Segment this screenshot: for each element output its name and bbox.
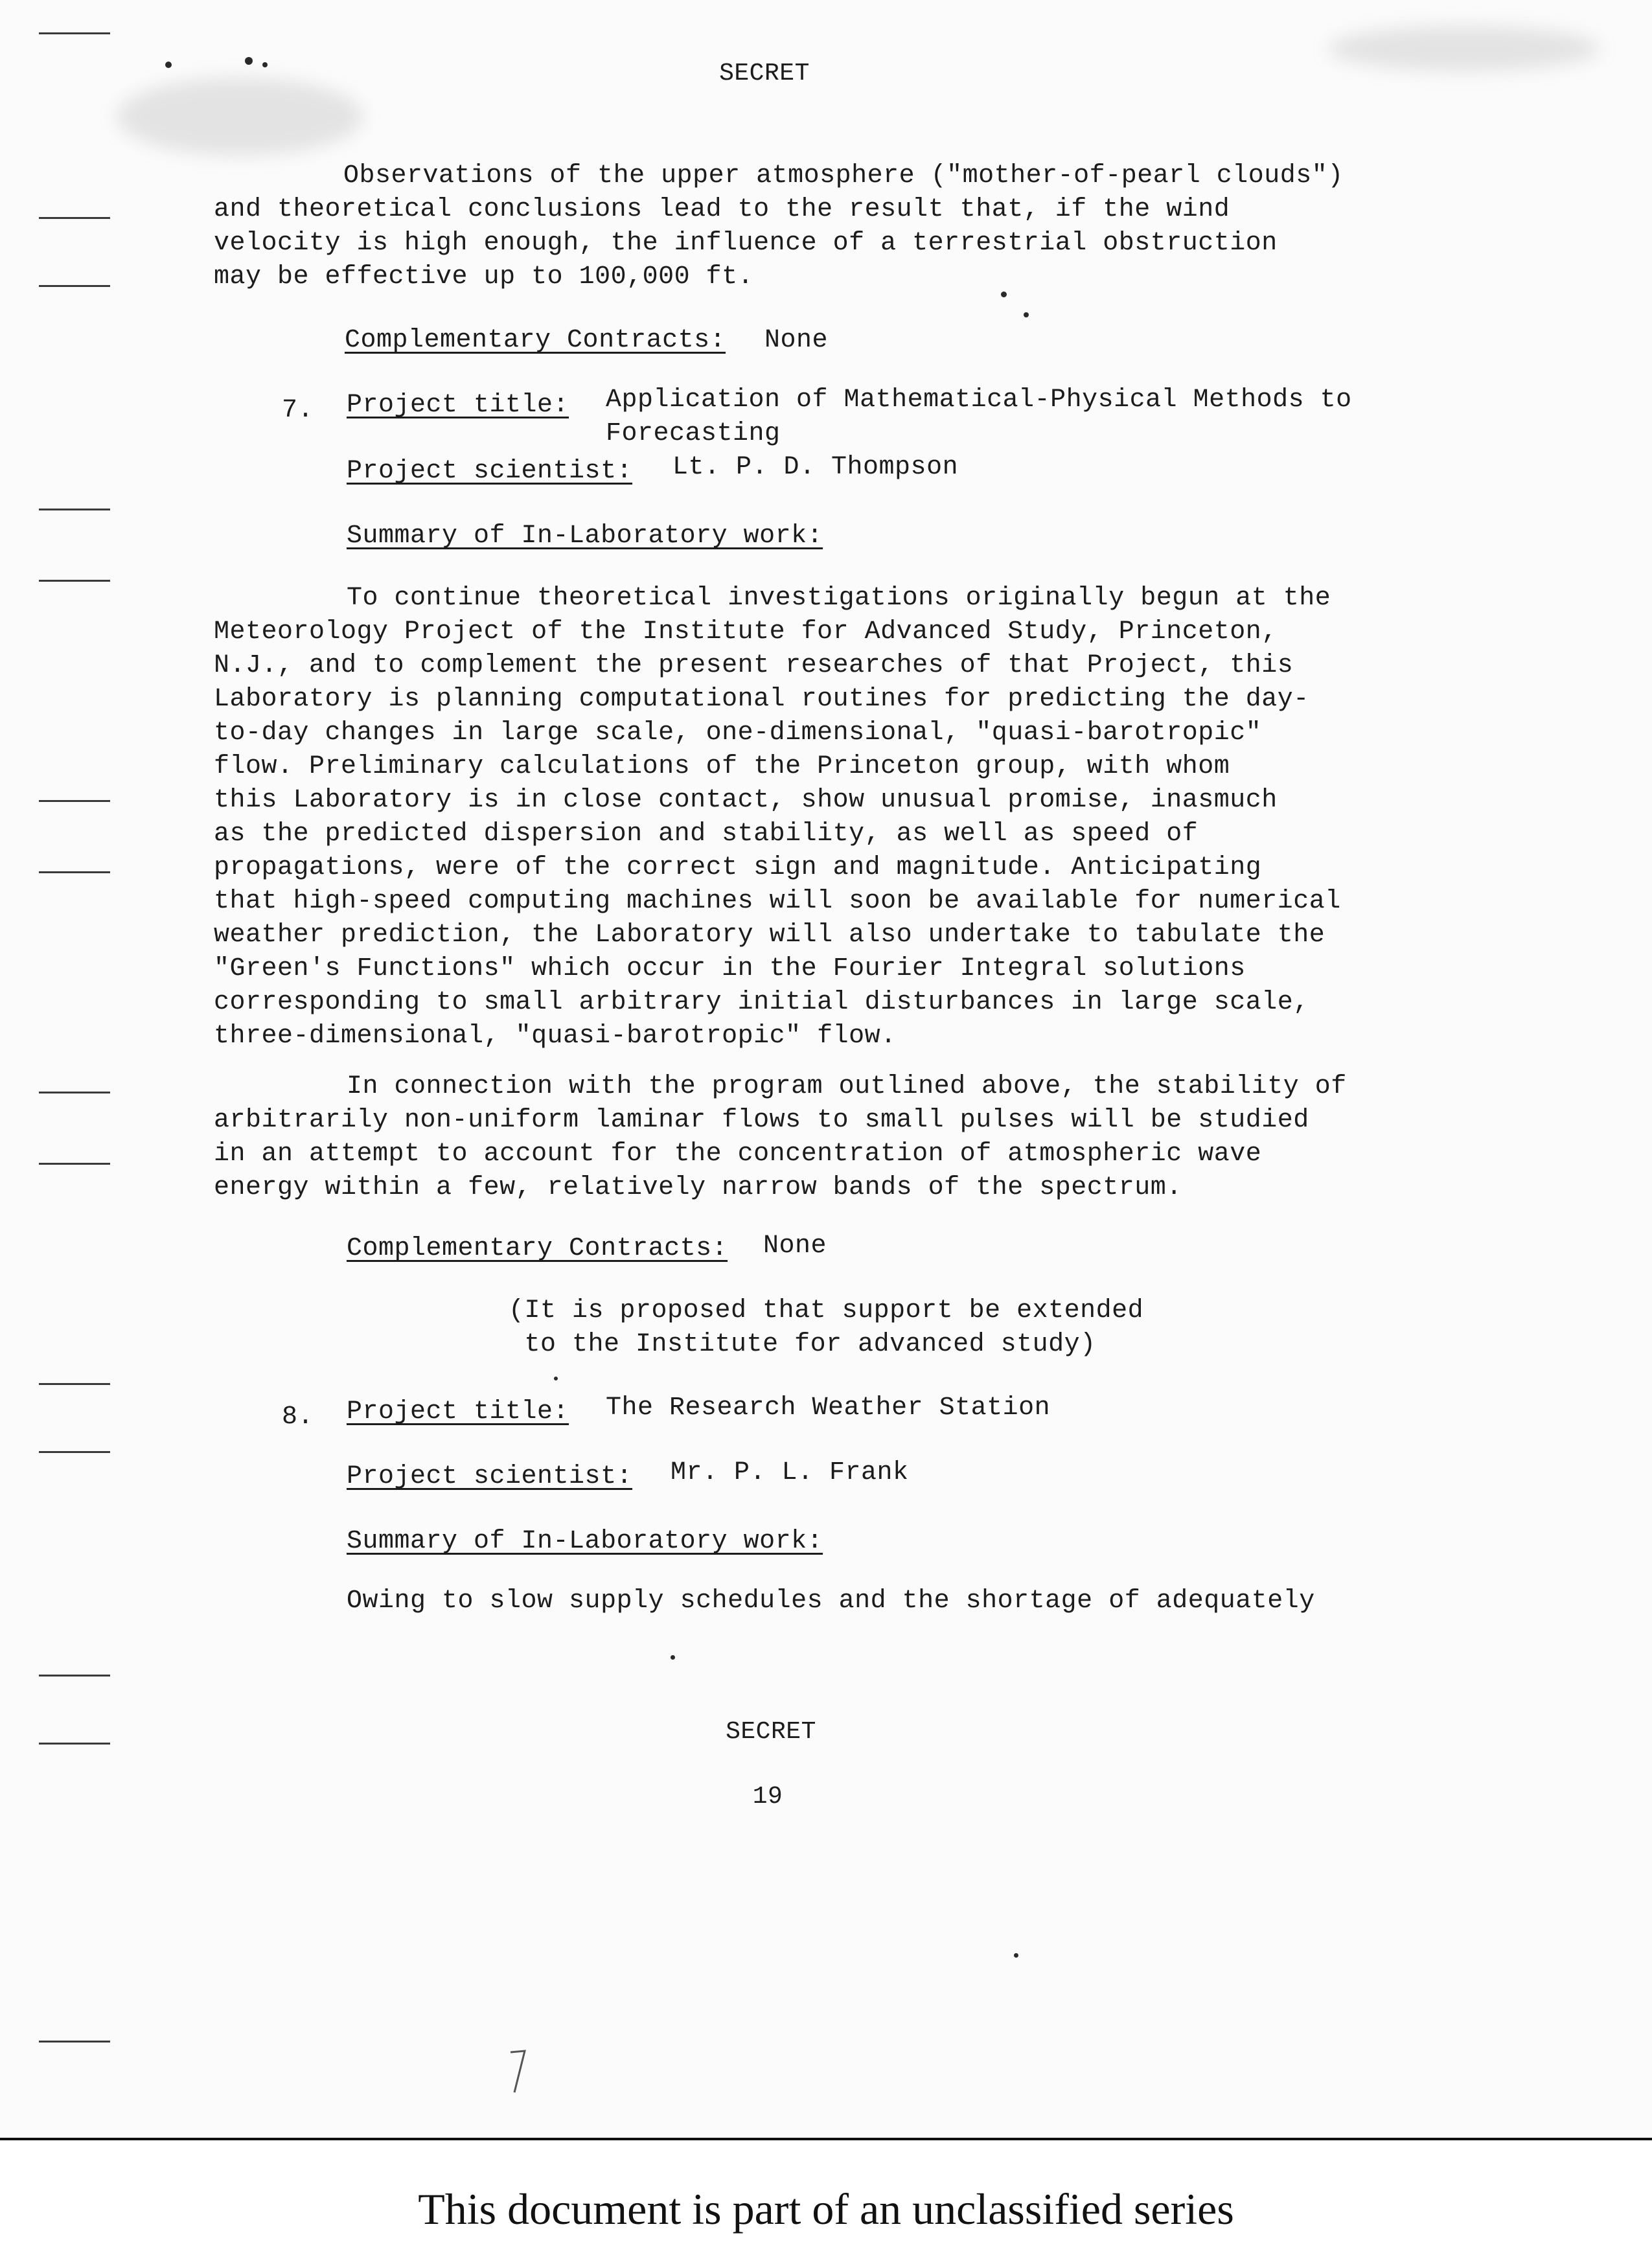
scan-speck bbox=[1024, 312, 1029, 317]
footer-classification: SECRET bbox=[726, 1718, 816, 1746]
margin-mark bbox=[39, 800, 110, 802]
paragraph-line: arbitrarily non-uniform laminar flows to small pulses will be studied bbox=[214, 1106, 1309, 1135]
paragraph-line: flow. Preliminary calculations of the Princeton group, with whom bbox=[214, 752, 1230, 781]
paragraph-line: that high-speed computing machines will soon be available for numerical bbox=[214, 887, 1341, 916]
project-title-label: Project title: bbox=[347, 391, 569, 420]
intro-line: Observations of the upper atmosphere ("mother-of-pearl clouds") bbox=[343, 161, 1344, 190]
paragraph-line: Owing to slow supply schedules and the shortage of adequately bbox=[347, 1586, 1315, 1616]
margin-mark bbox=[39, 580, 110, 582]
margin-mark bbox=[39, 1743, 110, 1745]
margin-mark bbox=[39, 871, 110, 873]
contracts-value: None bbox=[763, 1231, 827, 1261]
paragraph-line: Meteorology Project of the Institute for Advanced Study, Princeton, bbox=[214, 617, 1278, 647]
paragraph-line: energy within a few, relatively narrow bands of the spectrum. bbox=[214, 1173, 1182, 1202]
summary-label: Summary of In-Laboratory work: bbox=[347, 1527, 823, 1556]
intro-line: velocity is high enough, the influence of a terrestrial obstruction bbox=[214, 229, 1278, 258]
paragraph-line: N.J., and to complement the present researches of that Project, this bbox=[214, 651, 1294, 680]
pencil-mark-icon bbox=[505, 2047, 531, 2099]
project-title-value: The Research Weather Station bbox=[606, 1393, 1051, 1423]
project-scientist-value: Mr. P. L. Frank bbox=[671, 1458, 909, 1487]
margin-mark bbox=[39, 1451, 110, 1453]
margin-mark bbox=[39, 1675, 110, 1677]
funding-note: to the Institute for advanced study) bbox=[509, 1330, 1096, 1359]
page-divider bbox=[0, 2138, 1652, 2140]
margin-mark bbox=[39, 1383, 110, 1385]
margin-mark bbox=[39, 1163, 110, 1165]
project-title-value: Forecasting bbox=[606, 419, 781, 448]
contracts-value: None bbox=[764, 326, 829, 355]
scan-speck bbox=[262, 62, 268, 67]
paragraph-line: To continue theoretical investigations originally begun at the bbox=[347, 584, 1331, 613]
scan-speck bbox=[554, 1377, 558, 1380]
project-title-label: Project title: bbox=[347, 1397, 569, 1426]
project-scientist-label: Project scientist: bbox=[347, 1462, 633, 1491]
page-number: 19 bbox=[752, 1783, 783, 1811]
header-classification: SECRET bbox=[719, 60, 810, 87]
project-scientist-label: Project scientist: bbox=[347, 457, 633, 486]
funding-note: (It is proposed that support be extended bbox=[509, 1296, 1144, 1325]
scan-speck bbox=[245, 57, 253, 65]
margin-mark bbox=[39, 32, 110, 34]
margin-mark bbox=[39, 285, 110, 287]
scan-speck bbox=[1014, 1953, 1018, 1958]
paragraph-line: as the predicted dispersion and stability, as well as speed of bbox=[214, 819, 1199, 849]
paragraph-line: corresponding to small arbitrary initial disturbances in large scale, bbox=[214, 988, 1309, 1017]
scan-speck bbox=[671, 1655, 675, 1660]
paragraph-line: In connection with the program outlined above, the stability of bbox=[347, 1072, 1347, 1101]
scan-smudge bbox=[117, 78, 363, 155]
project-scientist-value: Lt. P. D. Thompson bbox=[672, 453, 959, 482]
scan-smudge bbox=[1328, 26, 1600, 71]
intro-line: may be effective up to 100,000 ft. bbox=[214, 262, 754, 292]
paragraph-line: to-day changes in large scale, one-dimensional, "quasi-barotropic" bbox=[214, 718, 1262, 748]
scan-speck bbox=[165, 62, 172, 68]
margin-mark bbox=[39, 509, 110, 510]
paragraph-line: in an attempt to account for the concentration of atmospheric wave bbox=[214, 1139, 1262, 1169]
margin-mark bbox=[39, 217, 110, 219]
paragraph-line: weather prediction, the Laboratory will also undertake to tabulate the bbox=[214, 921, 1325, 950]
margin-mark bbox=[39, 1092, 110, 1093]
project-number: 8. bbox=[282, 1402, 314, 1432]
scan-speck bbox=[1001, 292, 1007, 297]
project-number: 7. bbox=[282, 396, 314, 425]
paragraph-line: three-dimensional, "quasi-barotropic" flow. bbox=[214, 1022, 897, 1051]
paragraph-line: "Green's Functions" which occur in the Fourier Integral solutions bbox=[214, 954, 1246, 983]
contracts-label: Complementary Contracts: bbox=[345, 326, 726, 355]
intro-line: and theoretical conclusions lead to the result that, if the wind bbox=[214, 195, 1230, 224]
paragraph-line: Laboratory is planning computational routines for predicting the day- bbox=[214, 685, 1309, 714]
paragraph-line: propagations, were of the correct sign and magnitude. Anticipating bbox=[214, 853, 1262, 882]
summary-label: Summary of In-Laboratory work: bbox=[347, 521, 823, 551]
margin-mark bbox=[39, 2041, 110, 2043]
contracts-label: Complementary Contracts: bbox=[347, 1234, 728, 1263]
project-title-value: Application of Mathematical-Physical Methods to bbox=[606, 385, 1352, 415]
series-note: This document is part of an unclassified series bbox=[418, 2184, 1234, 2234]
paragraph-line: this Laboratory is in close contact, show unusual promise, inasmuch bbox=[214, 786, 1278, 815]
